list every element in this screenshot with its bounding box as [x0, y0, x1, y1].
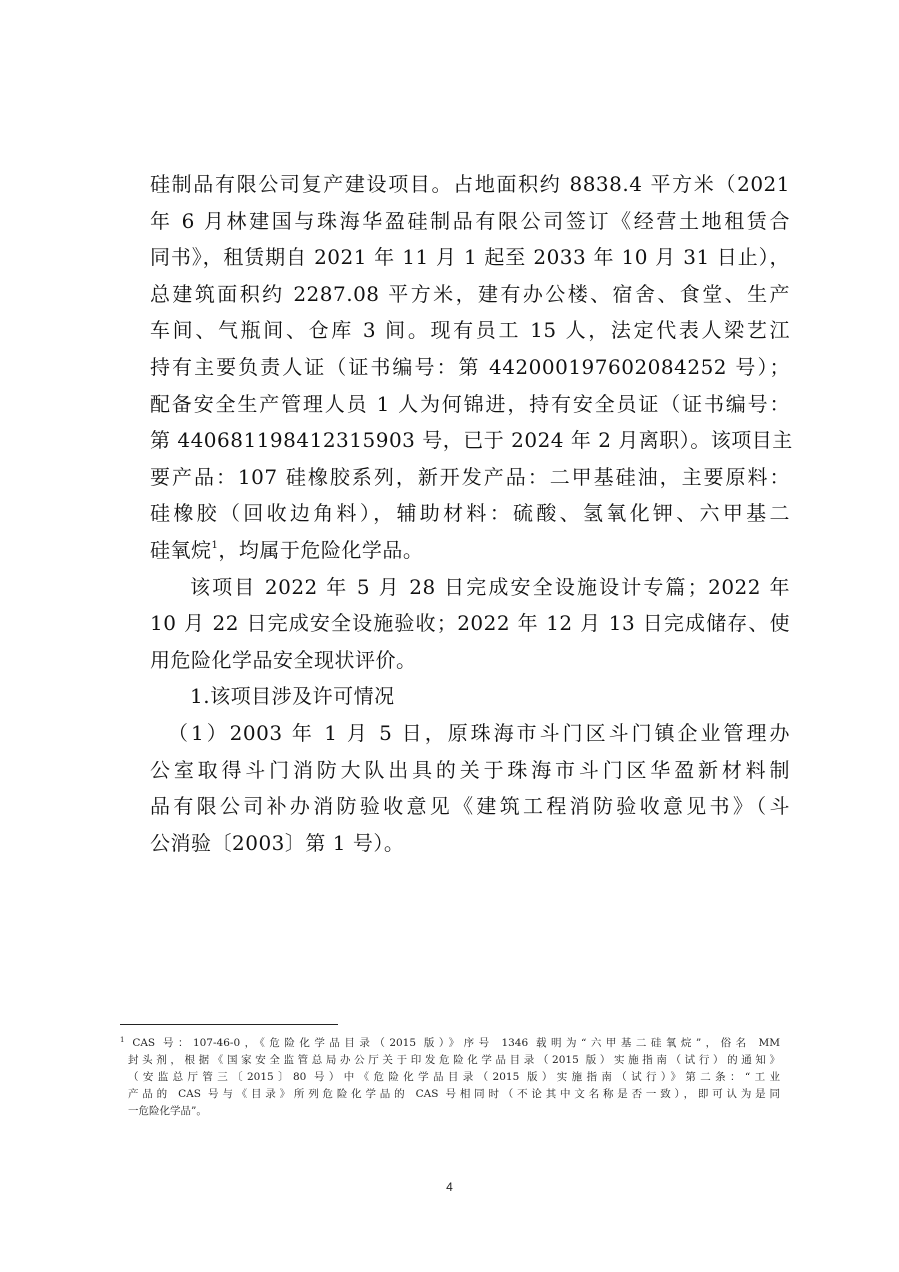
footnote-line: 封头剂，根据《国家安全监管总局办公厅关于印发危险化学品目录（2015 版）实施指南（试行）的通知》 [128, 1054, 780, 1066]
footnote-line: 一危险化学品”。 [128, 1105, 207, 1117]
paragraph-line: 该项目 2022 年 5 月 28 日完成安全设施设计专篇；2022 年 [190, 574, 790, 599]
paragraph-line: 公室取得斗门消防大队出具的关于珠海市斗门区华盈新材料制 [150, 757, 790, 782]
paragraph-line: 公消验〔2003〕第 1 号）。 [150, 830, 405, 855]
paragraph-line: 品有限公司补办消防验收意见《建筑工程消防验收意见书》（斗 [150, 794, 790, 819]
paragraph-line: 硅橡胶（回收边角料），辅助材料：硫酸、氢氧化钾、六甲基二 [150, 501, 790, 526]
footnote-reference[interactable]: 1 [211, 539, 219, 551]
paragraph-line: 硅制品有限公司复产建设项目。占地面积约 8838.4 平方米（2021 [150, 172, 790, 196]
footnote-line: （安监总厅管三〔2015〕80 号）中《危险化学品目录（2015 版）实施指南（试行）》第二条：“工业 [128, 1071, 780, 1083]
paragraph-line: 用危险化学品安全现状评价。 [150, 647, 417, 672]
page-number: 4 [446, 1180, 453, 1194]
paragraph-line: 年 6 月林建国与珠海华盈硅制品有限公司签订《经营土地租赁合 [150, 208, 790, 233]
paragraph-line: 总建筑面积约 2287.08 平方米，建有办公楼、宿舍、食堂、生产 [150, 281, 790, 306]
footnote-line: 产品的 CAS 号与《目录》所列危险化学品的 CAS 号相同时（不论其中文名称是否一致），即可认为是同 [128, 1088, 780, 1100]
paragraph-text: ，均属于危险化学品。 [218, 537, 424, 562]
paragraph-line: 持有主要负责人证（证书编号：第 442000197602084252 号）； [150, 354, 790, 379]
footnote-separator [120, 1024, 338, 1025]
footnote-line [120, 1035, 780, 1052]
paragraph-line: 车间、气瓶间、仓库 3 间。现有员工 15 人，法定代表人梁艺江 [150, 318, 790, 343]
footnote-text: CAS 号：107-46-0，《危险化学品目录（2015 版）》序号 1346 载明为“六甲基二硅氧烷”，俗名 MM [132, 1037, 781, 1049]
paragraph-text: 硅氧烷 [150, 537, 212, 562]
paragraph-line [150, 532, 790, 569]
paragraph-line: （1）2003 年 1 月 5 日，原珠海市斗门区斗门镇企业管理办 [168, 720, 790, 745]
paragraph-line: 10 月 22 日完成安全设施验收；2022 年 12 月 13 日完成储存、使 [150, 611, 790, 636]
paragraph-line: 同书》，租赁期自 2021 年 11 月 1 起至 2033 年 10 月 31 日止）， [150, 245, 790, 270]
paragraph-line: 第 440681198412315903 号，已于 2024 年 2 月离职）。该项目主 [150, 428, 793, 453]
footnote [120, 1035, 780, 1120]
footnote-marker: 1 [120, 1036, 125, 1044]
section-heading: 1.该项目涉及许可情况 [190, 684, 395, 709]
paragraph-line: 要产品：107 硅橡胶系列，新开发产品：二甲基硅油，主要原料： [150, 464, 790, 489]
paragraph-line: 配备安全生产管理人员 1 人为何锦进，持有安全员证（证书编号： [150, 391, 790, 416]
body-text [150, 166, 793, 861]
